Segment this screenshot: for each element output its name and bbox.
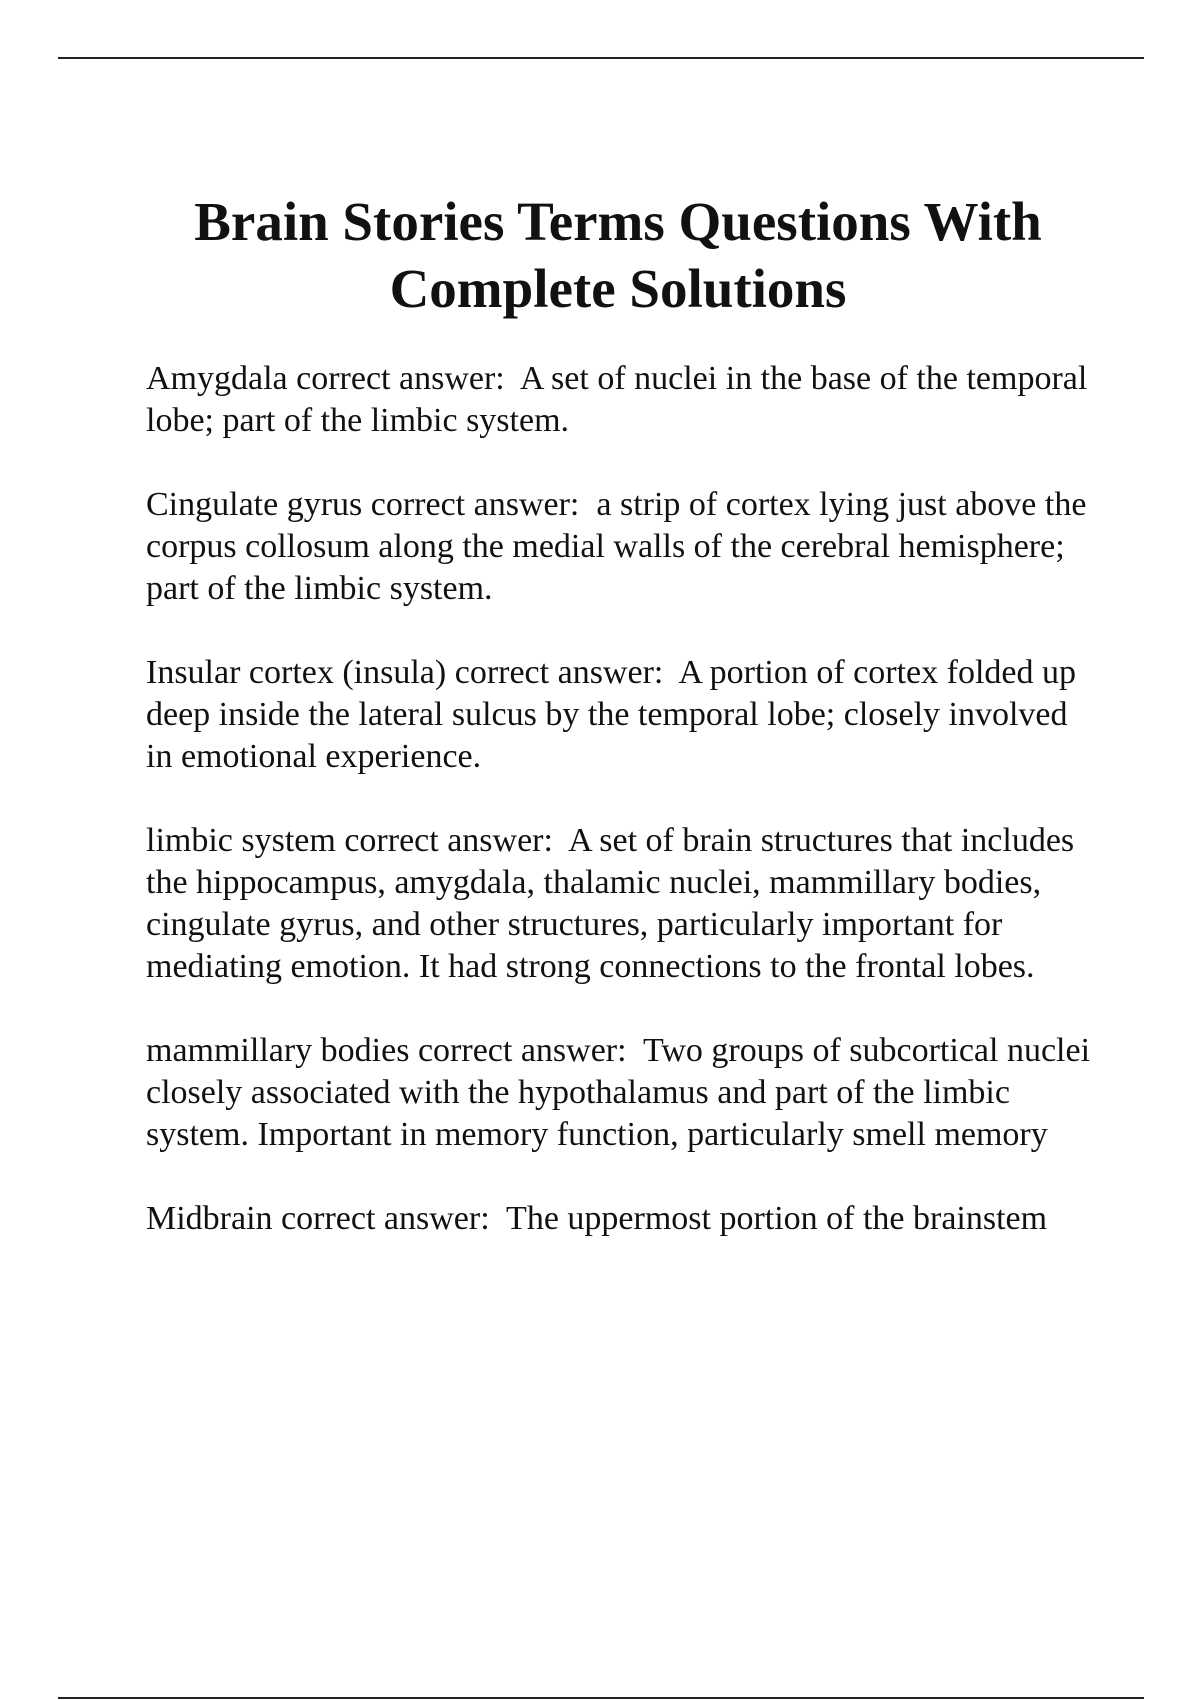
term-name: mammillary bodies bbox=[146, 1032, 410, 1069]
term-entry-limbic-system bbox=[146, 820, 1096, 988]
term-definition: A set of nuclei in the base of the temporal lobe; part of the limbic system. bbox=[146, 360, 1088, 439]
answer-label: correct answer: bbox=[417, 1032, 627, 1069]
term-entry-insular-cortex bbox=[146, 652, 1096, 778]
term-name: limbic system bbox=[146, 822, 336, 859]
term-entry-amygdala bbox=[146, 358, 1096, 442]
bottom-divider bbox=[58, 1697, 1144, 1699]
term-name: Cingulate gyrus bbox=[146, 486, 363, 523]
term-definition: A set of brain structures that includes the hippocampus, amygdala, thalamic nuclei, mammillary bodies, cingulate gyrus, and other structures, particularly important for mediating emotion. It had strong connections to the frontal lobes. bbox=[146, 822, 1075, 985]
term-definition: The uppermost portion of the brainstem bbox=[506, 1200, 1048, 1237]
term-list bbox=[146, 358, 1096, 1282]
document-title: Brain Stories Terms Questions With Complete Solutions bbox=[194, 191, 1042, 319]
answer-label: correct answer: bbox=[370, 486, 580, 523]
answer-label: correct answer: bbox=[281, 1200, 490, 1237]
term-definition: A portion of cortex folded up deep inside the lateral sulcus by the temporal lobe; closely involved in emotional experience. bbox=[146, 654, 1076, 775]
term-definition: a strip of cortex lying just above the corpus collosum along the medial walls of the cerebral hemisphere; part of the limbic system. bbox=[146, 486, 1087, 607]
term-entry-cingulate-gyrus bbox=[146, 484, 1096, 610]
term-definition: Two groups of subcortical nuclei closely associated with the hypothalamus and part of the limbic system. Important in memory function, particularly smell memory bbox=[146, 1032, 1091, 1153]
term-name: Midbrain bbox=[146, 1200, 273, 1237]
top-divider bbox=[58, 57, 1144, 59]
term-name: Amygdala bbox=[146, 360, 288, 397]
term-entry-midbrain bbox=[146, 1198, 1096, 1240]
term-name: Insular cortex (insula) bbox=[146, 654, 447, 691]
answer-label: correct answer: bbox=[454, 654, 664, 691]
answer-label: correct answer: bbox=[296, 360, 505, 397]
answer-label: correct answer: bbox=[344, 822, 553, 859]
term-entry-mammillary-bodies bbox=[146, 1030, 1096, 1156]
